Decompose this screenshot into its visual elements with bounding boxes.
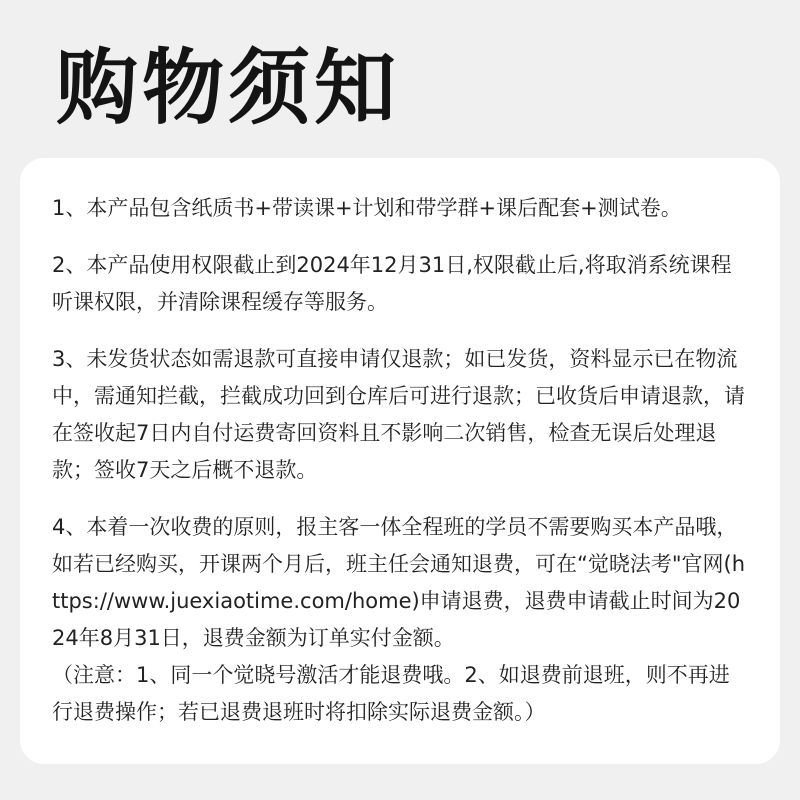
notice-item-2: 2、本产品使用权限截止到2024年12月31日,权限截止后,将取消系统课程听课权限，并清除课程缓存等服务。 — [52, 253, 732, 314]
notice-item-4: 4、本着一次收费的原则，报主客一体全程班的学员不需要购买本产品哦，如若已经购买，开课两个月后，班主任会通知退费，可在“觉晓法考"官网(https://www.juexiaotime.com/home)申请退费，退费申请截止时间为2024年8月31日，退费金额为订单实付金额。 — [52, 515, 746, 650]
notice-note: （注意：1、同一个觉晓号激活才能退费哦。2、如退费前退班，则不再进行退费操作；若已退费退班时将扣除实际退费金额。） — [52, 663, 730, 724]
notice-item-1: 1、本产品包含纸质书+带读课+计划和带学群+课后配套+测试卷。 — [52, 196, 682, 220]
notice-item-3: 3、未发货状态如需退款可直接申请仅退款；如已发货，资料显示已在物流中，需通知拦截，拦截成功回到仓库后可进行退款；已收货后申请退款，请在签收起7日内自付运费寄回资料且不影响二次销售，检查无误后处理退款；签收7天之后概不退款。 — [52, 347, 745, 482]
page-title: 购物须知 — [56, 41, 401, 136]
notice-card — [20, 158, 780, 764]
